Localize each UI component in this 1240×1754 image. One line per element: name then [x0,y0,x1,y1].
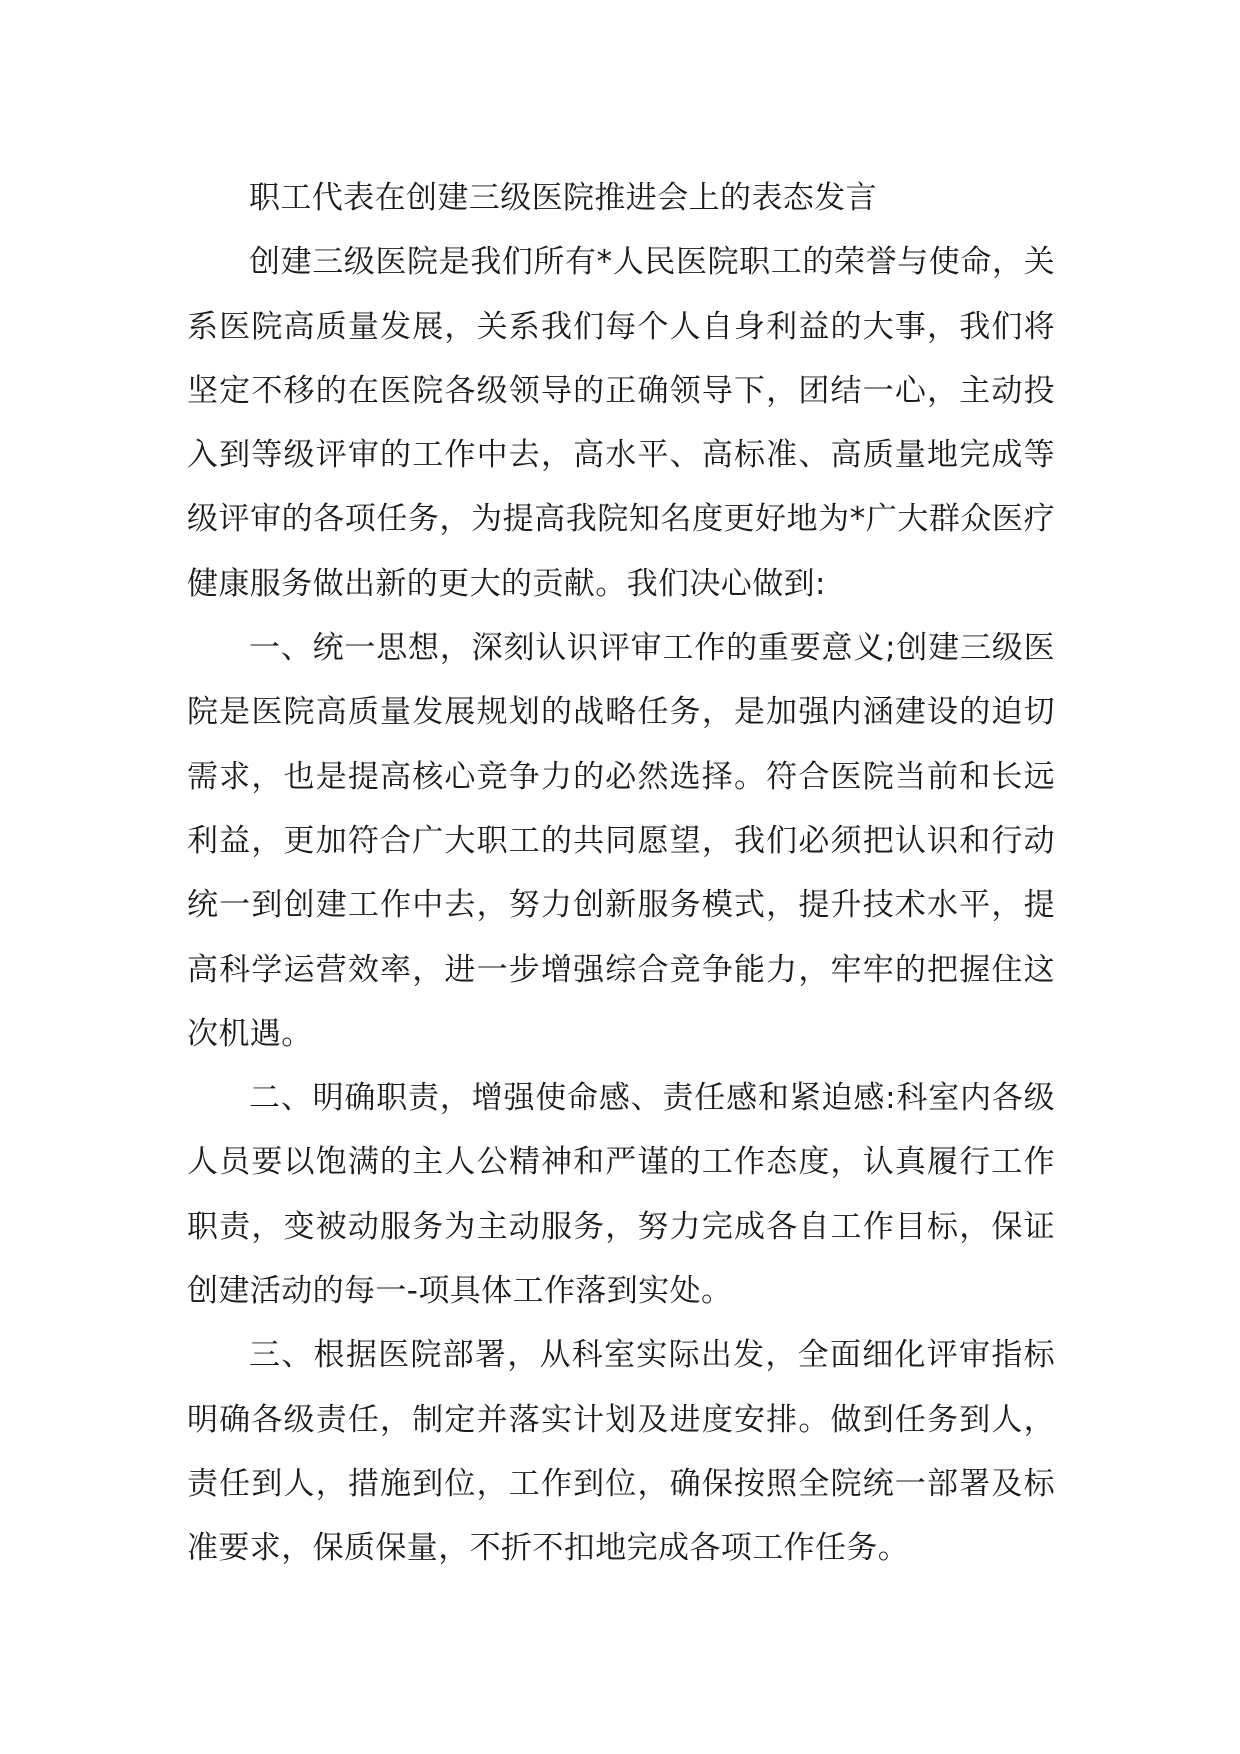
paragraph-intro: 创建三级医院是我们所有*人民医院职工的荣誉与使命，关系医院高质量发展，关系我们每个人自身利益的大事，我们将坚定不移的在医院各级领导的正确领导下，团结一心，主动投入到等级评审的工作中去，高水平、高标准、高质量地完成等级评审的各项任务，为提高我院知名度更好地为*广大群众医疗健康服务做出新的更大的贡献。我们决心做到: [187,244,1055,602]
paragraph-point-three: 三、根据医院部署，从科室实际出发，全面细化评审指标明确各级责任，制定并落实计划及进度安排。做到任务到人，责任到人，措施到位，工作到位，确保按照全院统一部署及标准要求，保质保量，不折不扣地完成各项工作任务。 [187,1337,1055,1567]
document-title: 职工代表在创建三级医院推进会上的表态发言 [249,180,877,216]
paragraph-point-one: 一、统一思想，深刻认识评审工作的重要意义;创建三级医院是医院高质量发展规划的战略任务，是加强内涵建设的迫切需求，也是提高核心竞争力的必然选择。符合医院当前和长远利益，更加符合广大职工的共同愿望，我们必须把认识和行动统一到创建工作中去，努力创新服务模式，提升技术水平，提高科学运营效率，进一步增强综合竞争能力，牢牢的把握住这次机遇。 [187,630,1055,1052]
document-body [187,166,1055,1581]
paragraph-point-two: 二、明确职责，增强使命感、责任感和紧迫感:科室内各级人员要以饱满的主人公精神和严谨的工作态度，认真履行工作职责，变被动服务为主动服务，努力完成各自工作目标，保证创建活动的每一-项具体工作落到实处。 [187,1080,1055,1310]
